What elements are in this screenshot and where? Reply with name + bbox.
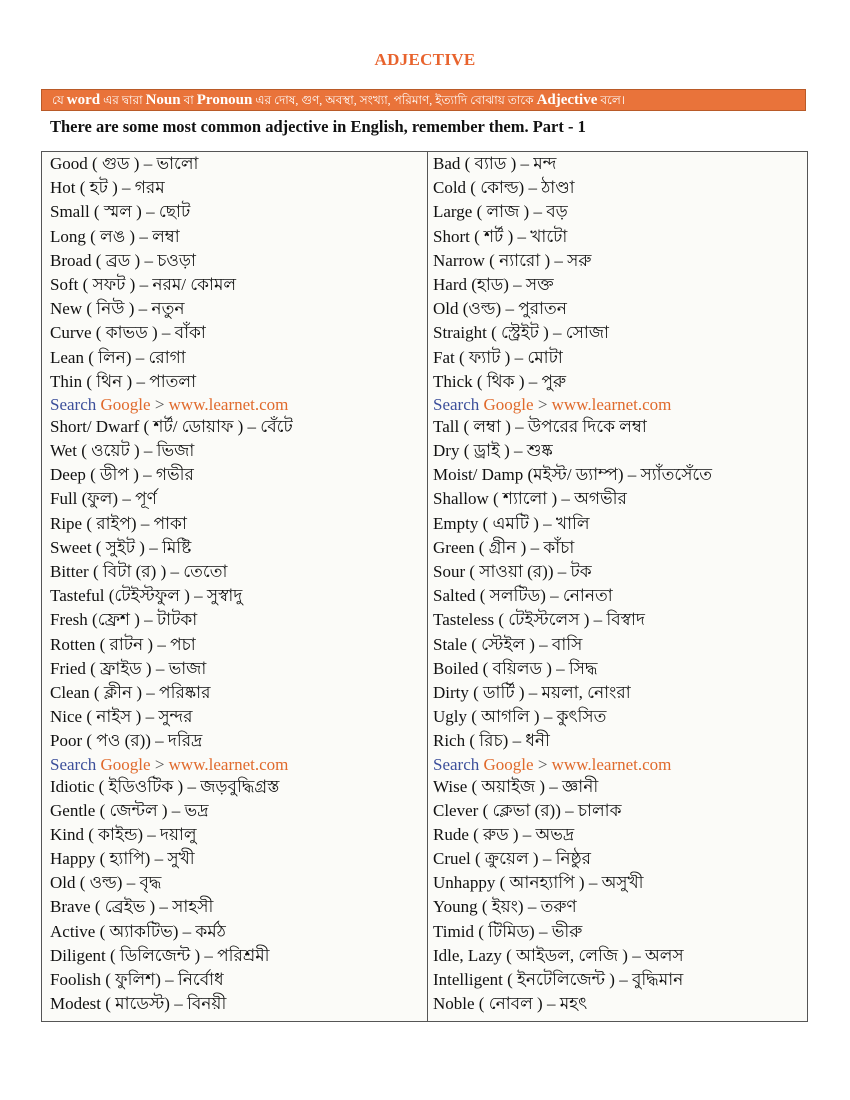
adjective-entry: Wise ( অয়াইজ ) – জ্ঞানী <box>433 776 599 796</box>
promo-gt: > <box>533 394 552 414</box>
adjective-entry: Old ( ওল্ড) – বৃদ্ধ <box>50 873 162 893</box>
banner-text-5: বলে। <box>597 93 626 107</box>
promo-site: www.learnet.com <box>551 754 672 774</box>
adjective-entry: Idle, Lazy ( আইডল, লেজি ) – অলস <box>433 945 684 965</box>
adjective-entry: Bitter ( বিটা (র) ) – তেতো <box>50 562 228 581</box>
adjective-entry: Small ( স্মল ) – ছোট <box>50 202 191 222</box>
promo-search: Search <box>50 754 97 774</box>
adjective-entry: Bad ( ব্যাড ) – মন্দ <box>433 154 557 173</box>
banner-text-3: বা <box>180 93 197 107</box>
adjective-entry: Lean ( লিন) – রোগা <box>50 347 186 367</box>
adjective-entry: Ripe ( রাইপ) – পাকা <box>50 513 187 533</box>
promo-gt: > <box>533 754 552 774</box>
adjective-entry: Dry ( ড্রাই ) – শুষ্ক <box>433 441 553 461</box>
adjective-entry: Short ( শর্ট ) – খাটো <box>433 226 568 246</box>
search-promo-line[interactable] <box>50 754 430 775</box>
adjective-entry: Long ( লঙ ) – লম্বা <box>50 226 180 246</box>
promo-site: www.learnet.com <box>551 394 672 414</box>
adjective-entry: Deep ( ডীপ ) – গভীর <box>50 465 194 485</box>
promo-google: Google <box>96 754 151 774</box>
adjective-entry: Green ( গ্রীন ) – কাঁচা <box>433 537 575 557</box>
adjective-entry: Kind ( কাইন্ড) – দয়ালু <box>50 824 197 844</box>
adjective-entry: Diligent ( ডিলিজেন্ট ) – পরিশ্রমী <box>50 945 270 965</box>
adjective-entry: Large ( লাজ ) – বড় <box>433 202 568 222</box>
adjective-entry: Full (ফুল) – পূর্ণ <box>50 489 157 509</box>
adjective-entry: Narrow ( ন্যারো ) – সরু <box>433 250 592 270</box>
adjective-entry: Cruel ( ক্রুয়েল ) – নিষ্ঠুর <box>433 849 592 869</box>
adjective-entry: Curve ( কাভড ) – বাঁকা <box>50 323 206 343</box>
banner-text-4: এর দোষ, গুণ, অবস্থা, সংখ্যা, পরিমাণ, ইত্যাদি বোঝায় তাকে <box>252 93 537 107</box>
page-title: ADJECTIVE <box>374 50 476 69</box>
adjective-entry: Shallow ( শ্যালো ) – অগভীর <box>433 489 627 509</box>
left-column <box>50 152 430 1016</box>
adjective-entry: Active ( অ্যাকটিভ) – কর্মঠ <box>50 921 226 941</box>
adjective-entry: Sour ( সাওয়া (র)) – টক <box>433 562 592 581</box>
adjective-entry: Empty ( এমটি ) – খালি <box>433 513 590 533</box>
adjective-entry: Idiotic ( ইডিওটিক ) – জড়বুদ্ধিগ্রস্ত <box>50 776 280 796</box>
adjective-entry: Dirty ( ডার্টি ) – ময়লা, নোংরা <box>433 682 631 702</box>
adjective-entry: Sweet ( সুইট ) – মিষ্টি <box>50 537 192 557</box>
intro-line: There are some most common adjective in English, remember them. Part - 1 <box>50 117 586 136</box>
adjective-entry: Fried ( ফ্রাইড ) – ভাজা <box>50 658 207 678</box>
adjective-table <box>41 151 808 1022</box>
promo-site: www.learnet.com <box>168 754 289 774</box>
adjective-entry: Fresh (ফ্রেশ ) – টাটকা <box>50 610 198 630</box>
adjective-entry: Tasteless ( টেইস্টলেস ) – বিস্বাদ <box>433 610 645 630</box>
promo-gt: > <box>150 754 169 774</box>
adjective-entry: New ( নিউ ) – নতুন <box>50 299 185 319</box>
adjective-entry: Unhappy ( আনহ্যাপি ) – অসুখী <box>433 873 644 893</box>
search-promo-line[interactable] <box>433 394 813 415</box>
adjective-entry: Young ( ইয়ং) – তরুণ <box>433 897 577 917</box>
banner-text-1: যে <box>52 93 67 107</box>
adjective-entry: Short/ Dwarf ( শর্ট/ ডোয়াফ ) – বেঁটে <box>50 416 293 436</box>
adjective-entry: Rude ( রুড ) – অভদ্র <box>433 824 575 844</box>
adjective-entry: Stale ( স্টেইল ) – বাসি <box>433 634 583 654</box>
adjective-entry: Ugly ( আগলি ) – কুৎসিত <box>433 707 607 727</box>
adjective-entry: Modest ( মাডেস্ট) – বিনয়ী <box>50 994 227 1014</box>
search-promo-line[interactable] <box>433 754 813 775</box>
adjective-entry: Timid ( টিমিড) – ভীরু <box>433 921 583 941</box>
adjective-entry: Good ( গুড ) – ভালো <box>50 154 199 173</box>
adjective-entry: Hot ( হট ) – গরম <box>50 178 165 198</box>
right-column <box>433 152 813 1016</box>
adjective-entry: Salted ( সলটিড) – নোনতা <box>433 586 613 606</box>
promo-search: Search <box>433 754 480 774</box>
adjective-entry: Tasteful (টেইস্টফুল ) – সুস্বাদু <box>50 586 243 606</box>
adjective-entry: Broad ( ব্রড ) – চওড়া <box>50 250 196 270</box>
promo-gt: > <box>150 394 169 414</box>
adjective-entry: Moist/ Damp (মইস্ট/ ড্যাম্প) – স্যাঁতসেঁতে <box>433 465 713 485</box>
adjective-entry: Happy ( হ্যাপি) – সুখী <box>50 849 195 869</box>
adjective-entry: Noble ( নোবল ) – মহৎ <box>433 994 588 1014</box>
adjective-entry: Clever ( ক্লেভা (র)) – চালাক <box>433 800 622 820</box>
banner-noun: Noun <box>145 92 181 108</box>
adjective-entry: Foolish ( ফুলিশ) – নির্বোধ <box>50 970 224 989</box>
adjective-entry: Boiled ( বয়িলড ) – সিদ্ধ <box>433 658 598 678</box>
promo-search: Search <box>433 394 480 414</box>
adjective-entry: Old (ওল্ড) – পুরাতন <box>433 299 567 319</box>
adjective-entry: Straight ( স্ট্রেইট ) – সোজা <box>433 323 609 343</box>
adjective-entry: Nice ( নাইস ) – সুন্দর <box>50 707 193 727</box>
banner-adjective: Adjective <box>536 92 598 108</box>
definition-banner <box>41 89 806 111</box>
adjective-entry: Fat ( ফ্যাট ) – মোটা <box>433 347 563 367</box>
adjective-entry: Intelligent ( ইনটেলিজেন্ট ) – বুদ্ধিমান <box>433 970 684 989</box>
adjective-entry: Clean ( ক্লীন ) – পরিষ্কার <box>50 682 211 702</box>
adjective-entry: Thin ( থিন ) – পাতলা <box>50 371 197 391</box>
adjective-entry: Poor ( পও (র)) – দরিদ্র <box>50 731 203 751</box>
banner-pronoun: Pronoun <box>196 92 253 108</box>
promo-search: Search <box>50 394 97 414</box>
promo-site: www.learnet.com <box>168 394 289 414</box>
adjective-entry: Soft ( সফট ) – নরম/ কোমল <box>50 274 237 294</box>
banner-word: word <box>66 92 101 108</box>
adjective-entry: Tall ( লম্বা ) – উপরের দিকে লম্বা <box>433 416 647 436</box>
promo-google: Google <box>479 394 534 414</box>
search-promo-line[interactable] <box>50 394 430 415</box>
adjective-entry: Hard (হাড) – সক্ত <box>433 274 554 294</box>
promo-google: Google <box>479 754 534 774</box>
banner-text-2: এর দ্বারা <box>100 93 146 107</box>
adjective-entry: Wet ( ওয়েট ) – ভিজা <box>50 441 195 461</box>
promo-google: Google <box>96 394 151 414</box>
adjective-entry: Rich ( রিচ) – ধনী <box>433 731 550 751</box>
adjective-entry: Brave ( ব্রেইভ ) – সাহসী <box>50 897 214 917</box>
adjective-entry: Gentle ( জেন্টল ) – ভদ্র <box>50 800 209 820</box>
adjective-entry: Thick ( থিক ) – পুরু <box>433 371 567 391</box>
adjective-entry: Cold ( কোল্ড) – ঠাণ্ডা <box>433 178 575 198</box>
adjective-entry: Rotten ( রাটন ) – পচা <box>50 634 196 654</box>
